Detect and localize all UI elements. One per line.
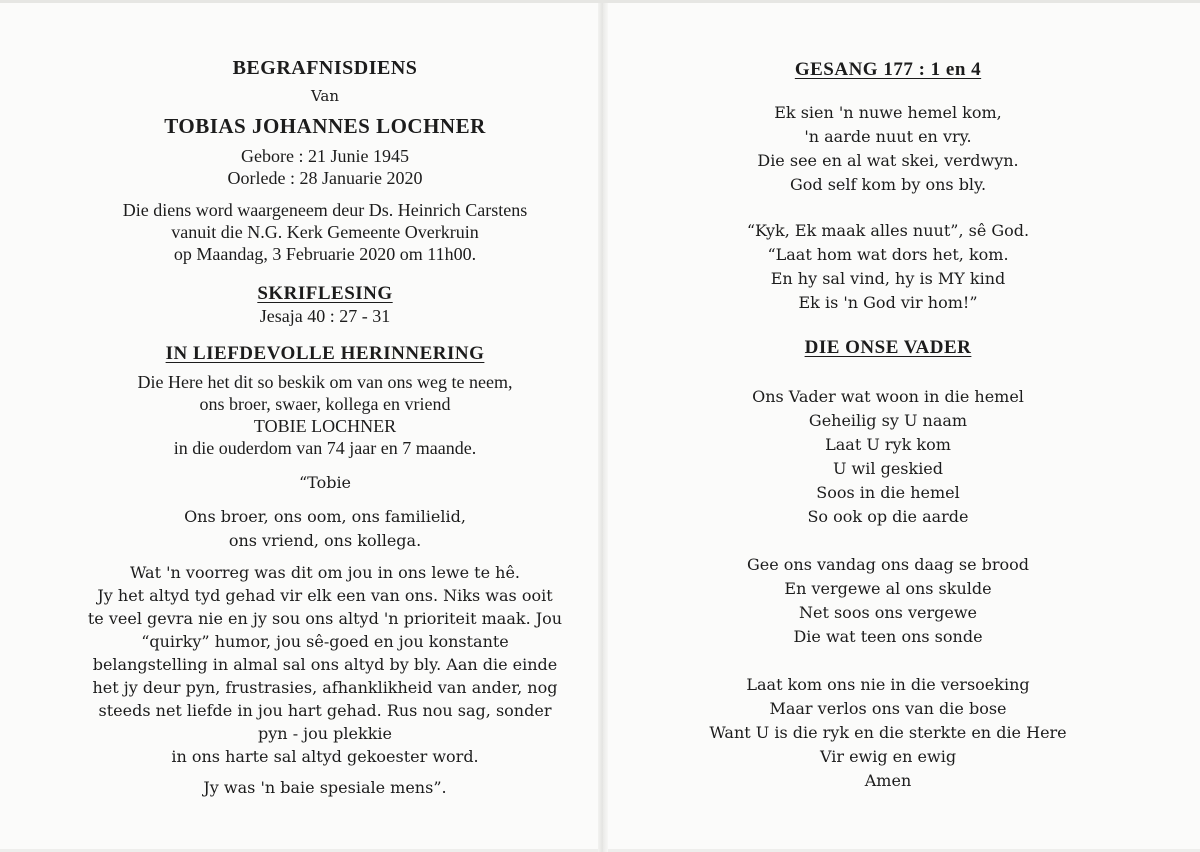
hymn-line: Ek is 'n God vir hom!” — [798, 293, 978, 312]
hymn-line: Ek sien 'n nuwe hemel kom, — [774, 103, 1002, 122]
tribute-line: Jy het altyd tyd gehad vir elk een van ons. Niks was ooit — [97, 586, 553, 605]
hymn-heading: GESANG 177 : 1 en 4 — [794, 59, 982, 80]
tribute-line: pyn - jou plekkie — [258, 724, 392, 743]
prayer-line: Gee ons vandag ons daag se brood — [746, 555, 1030, 574]
hymn-line: God self kom by ons bly. — [789, 175, 987, 194]
tribute-line: belangstelling in almal sal ons altyd by bly. Aan die einde — [92, 655, 558, 674]
hymn-line: “Laat hom wat dors het, kom. — [767, 245, 1009, 264]
quote-intro-line: Ons broer, ons oom, ons familielid, — [184, 507, 466, 526]
memory-heading: IN LIEFDEVOLLE HERINNERING — [165, 343, 485, 364]
service-line: Die diens word waargeneem deur Ds. Heinrich Carstens — [122, 200, 528, 220]
prayer-line: Laat U ryk kom — [825, 435, 951, 454]
hymn-line: En hy sal vind, hy is MY kind — [770, 269, 1006, 288]
closing-line: Jy was 'n baie spesiale mens”. — [203, 778, 447, 797]
service-line: op Maandag, 3 Februarie 2020 om 11h00. — [173, 244, 477, 264]
memory-line: ons broer, swaer, kollega en vriend — [199, 394, 451, 414]
tribute-line: Wat 'n voorreg was dit om jou in ons lewe te hê. — [130, 563, 520, 582]
tribute-line: steeds net liefde in jou hart gehad. Rus nou sag, sonder — [98, 701, 552, 720]
hymn-line: 'n aarde nuut en vry. — [804, 127, 972, 146]
prayer-line: U wil geskied — [832, 459, 944, 478]
memory-line: Die Here het dit so beskik om van ons weg te neem, — [137, 372, 513, 392]
deceased-name: TOBIAS JOHANNES LOCHNER — [164, 114, 486, 138]
prayer-line: Laat kom ons nie in die versoeking — [746, 675, 1030, 694]
prayer-line: Ons Vader wat woon in die hemel — [752, 387, 1024, 406]
prayer-line: Vir ewig en ewig — [819, 747, 957, 766]
memory-line: in die ouderdom van 74 jaar en 7 maande. — [173, 438, 477, 458]
tribute-line: “quirky” humor, jou sê-goed en jou konstante — [141, 632, 509, 651]
prayer-line: En vergewe al ons skulde — [784, 579, 992, 598]
died-date: Oorlede : 28 Januarie 2020 — [227, 168, 423, 188]
right-page — [608, 3, 1168, 793]
title: BEGRAFNISDIENS — [232, 57, 418, 79]
van-label: Van — [310, 87, 340, 105]
hymn-line: “Kyk, Ek maak alles nuut”, sê God. — [746, 221, 1030, 240]
tribute-line: in ons harte sal altyd gekoester word. — [171, 747, 479, 766]
prayer-line: Soos in die hemel — [816, 483, 960, 502]
prayer-line: Die wat teen ons sonde — [793, 627, 983, 646]
memory-line: TOBIE LOCHNER — [253, 416, 397, 436]
prayer-line: Maar verlos ons van die bose — [769, 699, 1007, 718]
prayer-line: Amen — [864, 771, 912, 790]
prayer-line: So ook op die aarde — [807, 507, 969, 526]
born-date: Gebore : 21 Junie 1945 — [241, 146, 409, 166]
quote-open: “Tobie — [298, 473, 352, 492]
left-page — [40, 3, 610, 800]
reading-heading: SKRIFLESING — [257, 283, 393, 304]
quote-intro-line: ons vriend, ons kollega. — [228, 531, 422, 550]
prayer-heading: DIE ONSE VADER — [804, 337, 972, 358]
prayer-line: Geheilig sy U naam — [808, 411, 968, 430]
hymn-line: Die see en al wat skei, verdwyn. — [757, 151, 1019, 170]
tribute-line: te veel gevra nie en jy sou ons altyd 'n prioriteit maak. Jou — [87, 609, 563, 628]
prayer-line: Want U is die ryk en die sterkte en die Here — [709, 723, 1067, 742]
prayer-line: Net soos ons vergewe — [798, 603, 978, 622]
tribute-line: het jy deur pyn, frustrasies, afhanklikheid van ander, nog — [92, 678, 558, 697]
reading-reference: Jesaja 40 : 27 - 31 — [259, 306, 391, 326]
service-line: vanuit die N.G. Kerk Gemeente Overkruin — [171, 222, 479, 242]
